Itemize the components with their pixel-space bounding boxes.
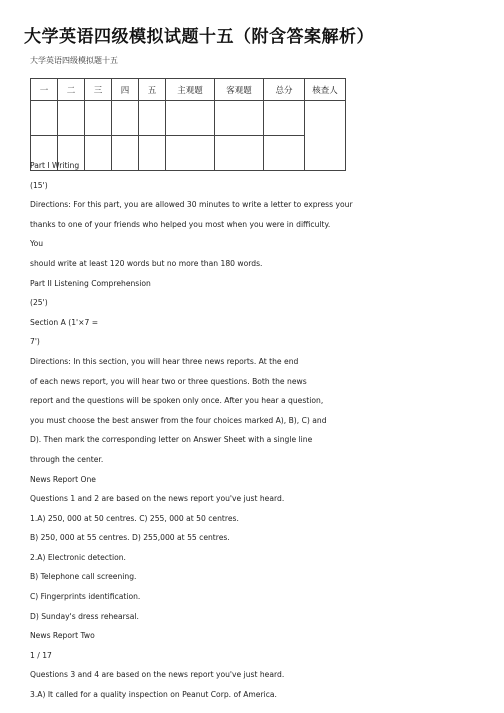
body-line: News Report Two (30, 631, 95, 641)
body-line: you must choose the best answer from the four choices marked A), B), C) and (30, 415, 327, 425)
body-line: D). Then mark the corresponding letter on Answer Sheet with a single line (30, 435, 313, 445)
body-line: Part I Writing (30, 161, 80, 170)
body-line: D) Sunday's dress rehearsal. (30, 611, 139, 621)
body-line: of each news report, you will hear two or three questions. Both the news (30, 376, 307, 386)
body-line: (15') (30, 180, 48, 190)
score-header-cell: 五 (139, 79, 166, 101)
body-line: Directions: In this section, you will hear three news reports. At the end (30, 356, 299, 366)
body-line: through the center. (30, 454, 104, 464)
body-line: B) Telephone call screening. (30, 572, 137, 582)
body-line: B) 250, 000 at 55 centres. D) 255,000 at 55 centres. (30, 533, 230, 543)
document-body (30, 156, 353, 705)
score-cell[interactable] (31, 101, 58, 136)
score-header-cell: 客观题 (215, 79, 264, 101)
body-line: (25') (30, 298, 48, 308)
body-line: 3.A) It called for a quality inspection on Peanut Corp. of America. (30, 690, 277, 700)
body-line: should write at least 120 words but no more than 180 words. (30, 258, 263, 268)
document-title: 大学英语四级模拟试题十五（附含答案解析） (24, 27, 374, 47)
body-line: News Report One (30, 474, 96, 484)
score-header-cell: 三 (85, 79, 112, 101)
score-table-row (31, 101, 346, 136)
score-cell[interactable] (58, 101, 85, 136)
body-line: Directions: For this part, you are allowed 30 minutes to write a letter to express your (30, 200, 353, 210)
score-table-header-row (31, 79, 346, 101)
body-line: Section A (1'×7 = (30, 317, 99, 327)
score-cell[interactable] (166, 101, 215, 136)
score-cell[interactable] (112, 101, 139, 136)
body-line: thanks to one of your friends who helped you most when you were in difficulty. (30, 219, 331, 229)
score-cell[interactable] (215, 101, 264, 136)
body-line: Questions 3 and 4 are based on the news report you've just heard. (30, 670, 285, 680)
score-header-cell: 一 (31, 79, 58, 101)
body-line: 2.A) Electronic detection. (30, 552, 126, 562)
document-subtitle: 大学英语四级模拟题十五 (30, 56, 118, 65)
score-header-cell: 核查人 (305, 79, 346, 101)
body-line: Questions 1 and 2 are based on the news report you've just heard. (30, 494, 285, 504)
body-line: 7') (30, 337, 40, 347)
page-number: 1 / 17 (30, 650, 52, 660)
body-line: C) Fingerprints identification. (30, 592, 141, 602)
body-line: Part II Listening Comprehension (30, 278, 151, 288)
score-header-cell: 四 (112, 79, 139, 101)
body-line: 1.A) 250, 000 at 50 centres. C) 255, 000 at 50 centres. (30, 513, 239, 523)
score-header-cell: 二 (58, 79, 85, 101)
body-line: report and the questions will be spoken only once. After you hear a question, (30, 396, 324, 406)
score-header-cell: 总分 (264, 79, 305, 101)
body-line: You (30, 239, 44, 249)
score-cell[interactable] (85, 101, 112, 136)
score-cell[interactable] (139, 101, 166, 136)
score-cell[interactable] (264, 101, 305, 136)
score-header-cell: 主观题 (166, 79, 215, 101)
